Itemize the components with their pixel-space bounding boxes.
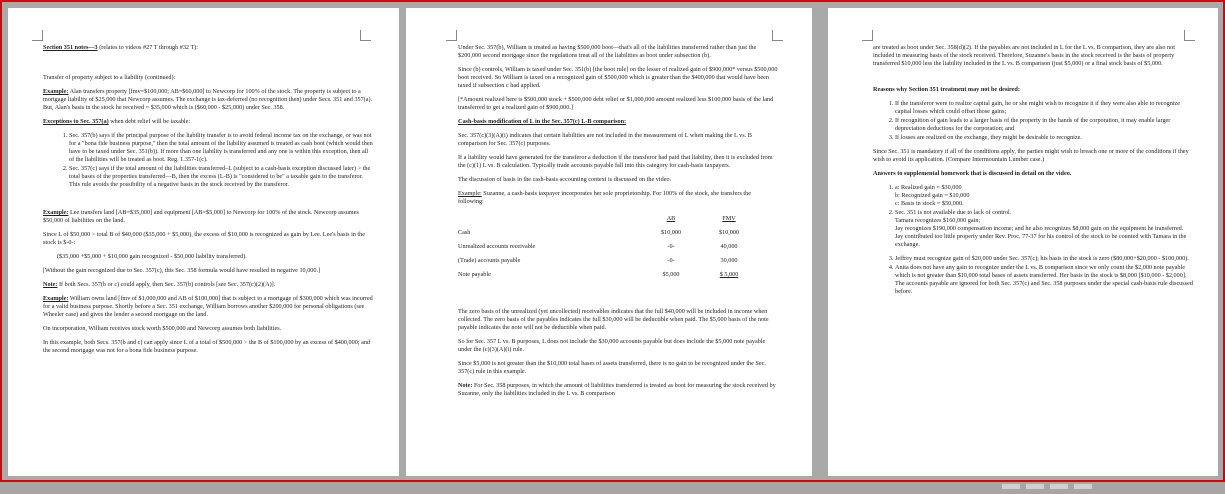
example-lee: Example: Lee transfers land [AB=$35,000] and equipment [AB=$5,000] to Newcorp for 100% of the stock. Newcorp assumes $50,000 of liabilities on the land. [43,209,359,224]
so-for-text: So for Sec. 357 L vs. B purposes, L does not include the $30,000 accounts payable but does include the $5,000 note payable under the (c)(3)(A)(i) rule. [458,338,766,353]
cell-ab: $5,000 [662,271,680,278]
bottom-scrollbar[interactable] [1002,476,1122,482]
crop-mark [360,30,371,41]
crop-mark [772,30,783,41]
cell-ab: -0- [667,257,675,264]
since-5000-text: Since $5,000 is not greater than the $10,000 total bases of assets transferred, there is no gain to be recognized under the Sec. 357(c) rule in this example. [458,360,766,375]
example-suzanne: Example: Suzanne, a cash-basis taxpayer incorporates her sole proprietorship. For 100% of the stock, she transfers the following: [458,190,751,205]
lee-without: [Without the gain recognized due to Sec. 357(c), this Sec. 358 formula would have resulted in negative 10,000.] [43,267,321,274]
reasons-heading: Reasons why Section 351 treatment may not be desired: [873,86,1020,93]
list-item: 2. Sec. 357(c) says if the total amount of the liabilities transferred–L (subject to a cash-basis exception discussed later) > the total bases of the properties transferred—B, then the excess (L-B) is "considered to be" a taxable gain to the transferor. This rule avoids the possibility of a negative basis in the stock received by the transferor. [69,165,373,189]
answers-list [873,184,1193,296]
cash-basis-p1: Sec. 357(c)(3)(A)(i) indicates that certain liabilities are not included in the measurement of L when making the L vs. B comparison for Sec. 357(c) purposes. [458,132,752,147]
under-357b: Under Sec. 357(b), William is treated as having $500,000 boot—that's all of the liabilities transferred rather than just the $200,000 second mortgage since the regulations treat all of the liabilities as boot under subsection (b). [458,44,757,59]
example-alan: Example: Alan transfers property [fmv=$100,000; AB=$60,000] to Newcorp for 100% of the stock. The property is subject to a mortgage liability of $25,000 that Newcorp assumes. The exchange is tax-deferred (no recognition then) under Secs. 351 and 357(a). But, Alan's basis in the stock he received = $35,000 which is ($60,000 - $25,000) under Sec. 358. [43,88,373,111]
list-item: 2. Sec. 351 is not available due to lack of control. Tamara recognizes $160,000 gain; Jay recognizes $190,000 compensation income; and he also recognizes $8,000 gain on the equipment he transferred. Jay contributed too little property under Rev. Proc. 77-37 for his control of the stock to be counted with Tamara in the exchange. [895,209,1193,249]
note-358: Note: For Sec. 358 purposes, in which the amount of liabilities transferred is treated as boot for measuring the stock received by Suzanne, only the liabilities included in the L vs. B comparison [458,382,776,397]
column-header-ab: AB [666,215,676,222]
list-item: 1. Sec. 357(b) says if the principal purpose of the liability transfer is to avoid federal income tax on the exchange, or was not for a "bona fide business purpose," then the total amount of the liability assumed is treated as cash boot (which would then have to be taxed under Sec. 351(b)). If more than one liability is transferred and any one is within this exception, then all of the liabilities will be treated as boot. Reg. 1.357-1(c). [69,132,373,164]
cell-fmv: $ 5,000 [719,271,739,278]
william-incorporation: On incorporation, William receives stock worth $500,000 and Newcorp assumes both liabilities. [43,325,282,332]
document-page-1 [8,8,399,476]
william-inthis: In this example, both Secs. 357(b and c) can apply since L of a total of $500,000 > the B of $100,000 by an excess of $400,000; and the second mortgage was not for a bona fide business purpose. [43,339,371,354]
page-1-content [43,44,373,361]
document-page-3 [828,8,1218,476]
list-item: 2. If recognition of gain leads to a larger basis of the property in the hands of the corporation, it may enable larger depreciation deductions for the corporation; and [895,117,1193,133]
answers-heading: Answers to supplemental homework that is discussed in detail on the video. [873,170,1072,177]
cell-fmv: $10,000 [718,229,740,236]
zero-basis-text: The zero basis of the unrealized (yet uncollected) receivables indicates that the full $40,000 will be included in income when collected. The zero basis of the payables indicates the full $30,000 will be deductible when paid. The $5,000 basis of the note payable indicates the note will not be deductible when paid. [458,308,769,331]
crop-mark [32,30,43,41]
asset-table [458,212,758,282]
example-william: Example: William owns land [fmv of $1,000,000 and AB of $100,000] that is subject to a mortgage of $300,000 which was incurred for a valid business purpose. Shortly before a Sec. 351 exchange, William borrows another $200,000 for personal obligations (see Wheeler case) and gives the lender a second mortgage on the land. [43,295,373,318]
cell-ab: -0- [667,243,675,250]
transfer-title: Transfer of property subject to a liability (continued): [43,74,176,81]
crop-mark [1184,30,1195,41]
amount-realized-footnote: [*Amount realized here is $500,000 stock + $500,000 debt relief or $1,000,000 amount realized less $100,000 basis of the land transferred to get a realized gain of $900,000.] [458,96,774,111]
list-item: 4. Anita does not have any gain to recognize under the L vs. B comparison since we only count the $2,000 note payable which is not greater than $10,000 total bases of assets transferred. Her basis in the stock is $8,000 [$10,000 - $2,000]. The accounts payable are ignored for both Sec. 357(c) and Sec. 358 purposes under the special cash-basis rule discussed before. [895,264,1193,296]
column-header-fmv: FMV [722,215,736,222]
section-heading: Section 351 notes—3 (relates to videos #27 T through #32 T): [43,44,199,51]
table-row [458,240,758,254]
row-label: Cash [458,229,471,236]
row-label: Unrealized accounts receivable [458,243,536,250]
cell-ab: $10,000 [660,229,682,236]
list-item: 3. If losses are realized on the exchange, they might be desirable to recognize. [895,134,1193,142]
discussion-note: The discussion of basis in the cash-basis accounting context is discussed on the video. [458,176,672,183]
page-3-content [873,44,1193,302]
table-row [458,226,758,240]
row-label: Note payable [458,271,491,278]
continued-text: are treated as boot under Sec. 358(d)(2). If the payables are not included in L for the L vs. B comparison, they are also not included in measuring basis of the stock received. Therefore, Suzanne's basis in the stock received is the basis of property transferred $10,000 less the liability included in the L vs. B comparison (just $5,000) or a final stock basis of $5,000. [873,44,1175,67]
list-item: 1. If the transferor were to realize capital gain, he or she might wish to recognize it if they were also able to recognize capital losses which could offset those gains; [895,100,1193,116]
lee-calc: ($35,000 +$5,000 + $10,000 gain recognized - $50,000 liability transferred). [57,253,247,260]
document-page-2 [406,8,812,476]
exceptions-list [43,132,373,189]
cell-fmv: 30,000 [720,257,738,264]
note-357: Note: If both Secs. 357(b or c) could apply, then Sec. 357(b) controls [see Sec. 357(c)(2)(A)]. [43,281,276,288]
page-2-content [458,44,778,404]
table-row [458,254,758,268]
cash-basis-heading: Cash-basis modification of L in the Sec. 357(c) L-B comparison: [458,118,627,125]
reasons-list [873,100,1193,142]
list-item: 1. a: Realized gain = $30,000 b: Recognized gain = $10,000 c: Basis in stock = $50,000. [895,184,1193,208]
table-row [458,268,758,282]
lee-since: Since L of $50,000 > total B of $40,000 ($35,000 + $5,000), the excess of $10,000 is recognized as gain by Lee. Lee's basis in the stock is $-0-: [43,231,365,246]
table-header-row [458,212,758,226]
row-label: (Trade) accounts payable [458,257,521,264]
list-item: 3. Jeffrey must recognize gain of $20,000 under Sec. 357(c); his basis in the stock is zero ($80,000+$20,000 - $100,000). [895,255,1193,263]
crop-mark [446,30,457,41]
crop-mark [862,30,873,41]
since-b-controls: Since (b) controls, William is taxed under Sec. 351(b) [the boot rule] on the lesser of realized gain of $900,000* versus $500,000 boot received. So William is taxed on a recognized gain of $500,000 which is greater than the $400,000 that would have been taxed if subsection c had applied. [458,66,778,89]
mandatory-text: Since Sec. 351 is mandatory if all of the conditions apply, the parties might wish to breach one or more of the conditions if they wish to avoid its application. (Compare Intermountain Lumber case.) [873,148,1189,163]
exceptions-heading: Exceptions to Sec. 357(a) when debt relief will be taxable: [43,118,191,125]
cash-basis-p2: If a liability would have generated for the transferor a deduction if the transferor had paid that liability, then it is excluded from the (c)(1) L vs. B calculation. Typically trade accounts payable fall into this category for cash-basis taxpayers. [458,154,773,169]
cell-fmv: 40,000 [720,243,738,250]
